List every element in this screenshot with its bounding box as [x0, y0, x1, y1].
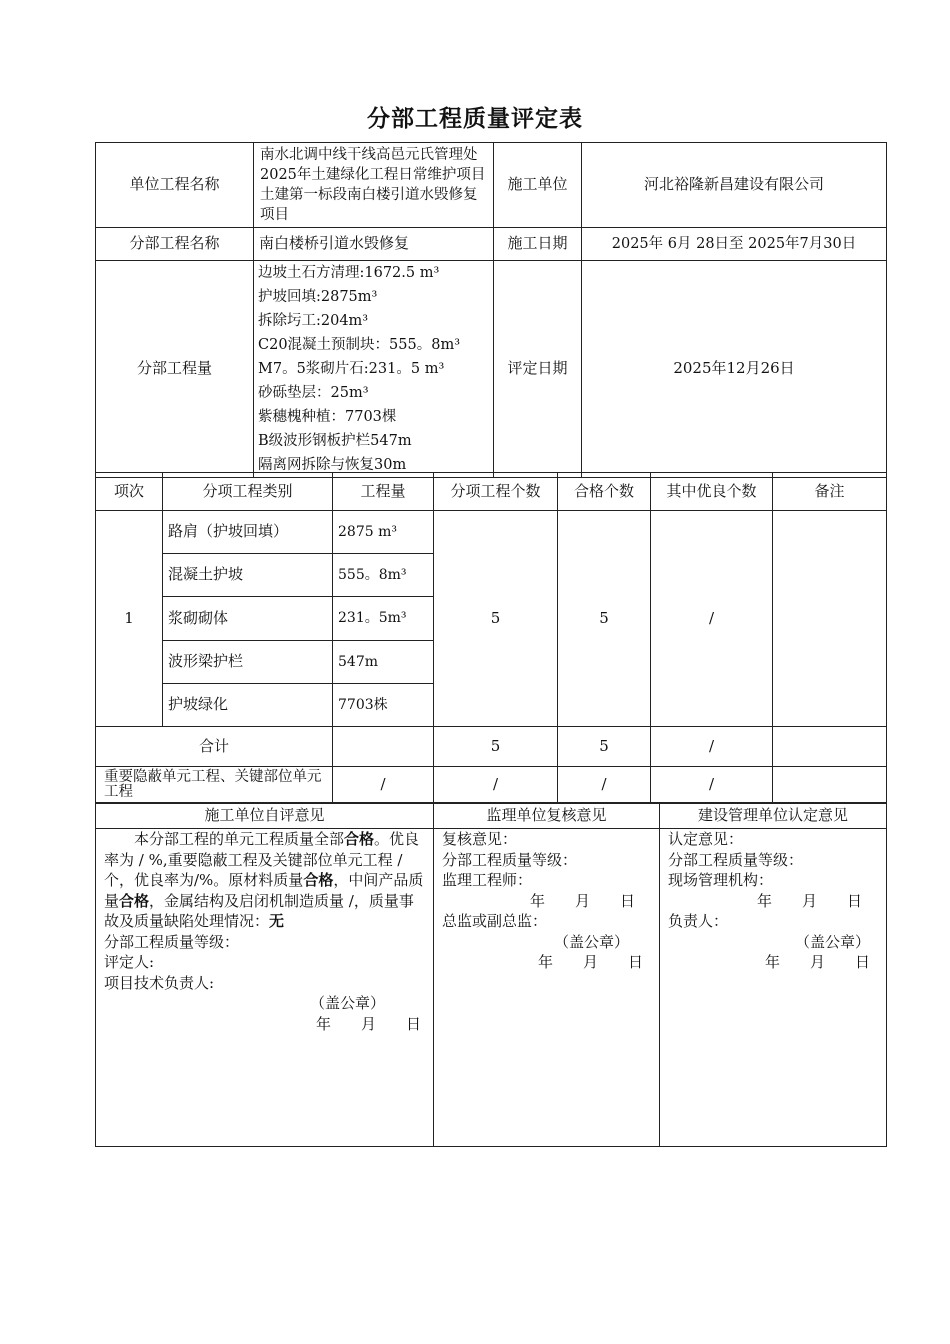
category-cell: 混凝土护坡	[163, 554, 333, 597]
eval-date-label: 评定日期	[494, 261, 582, 478]
quantity-item: M7。5浆砌片石:231。5 m³	[258, 361, 445, 377]
owner-grade: 分部工程质量等级：	[668, 850, 804, 869]
owner-person: 负责人：	[668, 912, 729, 930]
owner-opinion-header: 建设管理单位认定意见	[660, 804, 887, 829]
contractor-tech-lead: 项目技术负责人:	[104, 973, 215, 992]
page-title: 分部工程质量评定表	[367, 105, 583, 132]
contractor-opinion	[96, 829, 434, 1147]
quantity-item: 护坡回填:2875m³	[258, 289, 378, 305]
excellent-count-cell: /	[651, 511, 773, 727]
contractor-value: 河北裕隆新昌建设有限公司	[582, 143, 887, 228]
header-remarks: 备注	[773, 473, 887, 511]
unit-project-label: 单位工程名称	[96, 143, 254, 228]
construction-date-label: 施工日期	[494, 228, 582, 261]
item-no: 1	[96, 511, 163, 727]
owner-site-agency: 现场管理机构：	[668, 871, 774, 889]
header-item-no: 项次	[96, 473, 163, 511]
quantity-item: C20混凝土预制块：555。8m³	[258, 337, 461, 353]
sub-project-label: 分部工程名称	[96, 228, 254, 261]
supervisor-opinion	[434, 829, 660, 1147]
sub-project-value: 南白楼桥引道水毁修复	[254, 228, 494, 261]
owner-opinion	[660, 829, 887, 1147]
key-units-remarks	[773, 767, 887, 803]
quantity-cell: 231。5m³	[333, 597, 434, 641]
quantity-item: 砂砾垫层：25m³	[258, 385, 369, 401]
owner-date-2: 年 月 日	[764, 953, 870, 971]
pass-count-cell: 5	[558, 511, 651, 727]
quantity-item: 紫穗槐种植：7703棵	[258, 409, 397, 425]
quantity-list	[254, 261, 494, 478]
total-quantity	[333, 727, 434, 767]
header-category: 分项工程类别	[163, 473, 333, 511]
info-table	[95, 142, 887, 478]
total-excellent-count: /	[651, 727, 773, 767]
quantity-label: 分部工程量	[96, 261, 254, 478]
contractor-opinion-header: 施工单位自评意见	[96, 804, 434, 829]
supervisor-date-2: 年 月 日	[537, 953, 643, 971]
quantity-item: 边坡土石方清理:1672.5 m³	[258, 265, 440, 281]
remarks-cell	[773, 511, 887, 727]
total-remarks	[773, 727, 887, 767]
total-label: 合计	[96, 727, 333, 767]
contractor-label: 施工单位	[494, 143, 582, 228]
quantity-item: 隔离网拆除与恢复30m	[258, 457, 407, 473]
key-units-label: 重要隐蔽单元工程、关键部位单元工程	[96, 767, 333, 803]
owner-seal: （盖公章）	[794, 932, 870, 951]
total-count: 5	[434, 727, 558, 767]
eval-date-value: 2025年12月26日	[582, 261, 887, 478]
key-units-pass-count: /	[558, 767, 651, 803]
category-cell: 浆砌砌体	[163, 597, 333, 641]
quantity-cell: 547m	[333, 641, 434, 684]
opinions-table	[95, 803, 887, 1147]
supervisor-grade: 分部工程质量等级：	[442, 850, 578, 869]
supervisor-chief: 总监或副总监：	[442, 912, 548, 930]
quantity-cell: 555。8m³	[333, 554, 434, 597]
contractor-opinion-text: 本分部工程的单元工程质量全部合格。优良率为 / %,重要隐蔽工程及关键部位单元工程 / 个，优良率为/%。原材料质量合格，中间产品质量合格，金属结构及启闭机制造质量 /，质量事故及质量缺陷处理情况：无	[104, 830, 424, 930]
header-quantity: 工程量	[333, 473, 434, 511]
supervisor-opinion-header: 监理单位复核意见	[434, 804, 660, 829]
unit-project-value: 南水北调中线干线高邑元氏管理处2025年土建绿化工程日常维护项目土建第一标段南白楼引道水毁修复项目	[254, 143, 494, 228]
quantity-item: B级波形钢板护栏547m	[258, 433, 412, 449]
key-units-excellent-count: /	[651, 767, 773, 803]
quantity-cell: 7703株	[333, 684, 434, 727]
key-units-count: /	[434, 767, 558, 803]
header-pass-count: 合格个数	[558, 473, 651, 511]
contractor-date: 年 月 日	[315, 1014, 421, 1033]
header-excellent-count: 其中优良个数	[651, 473, 773, 511]
contractor-grade: 分部工程质量等级：	[104, 932, 240, 951]
quantity-item: 拆除圬工:204m³	[258, 313, 369, 329]
supervisor-date-1: 年 月 日	[529, 891, 635, 910]
header-count: 分项工程个数	[434, 473, 558, 511]
construction-date-value: 2025年 6月 28日至 2025年7月30日	[582, 228, 887, 261]
category-cell: 路肩（护坡回填）	[163, 511, 333, 554]
items-table	[95, 472, 887, 803]
supervisor-seal: （盖公章）	[553, 932, 629, 951]
count-cell: 5	[434, 511, 558, 727]
quantity-cell: 2875 m³	[333, 511, 434, 554]
category-cell: 护坡绿化	[163, 684, 333, 727]
supervisor-review: 复核意见：	[442, 830, 518, 848]
supervisor-engineer: 监理工程师：	[442, 871, 533, 889]
owner-date-1: 年 月 日	[756, 891, 862, 910]
total-pass-count: 5	[558, 727, 651, 767]
owner-approval: 认定意见：	[668, 830, 744, 848]
contractor-evaluator: 评定人:	[104, 953, 155, 971]
contractor-seal: （盖公章）	[309, 994, 385, 1012]
category-cell: 波形梁护栏	[163, 641, 333, 684]
key-units-quantity: /	[333, 767, 434, 803]
